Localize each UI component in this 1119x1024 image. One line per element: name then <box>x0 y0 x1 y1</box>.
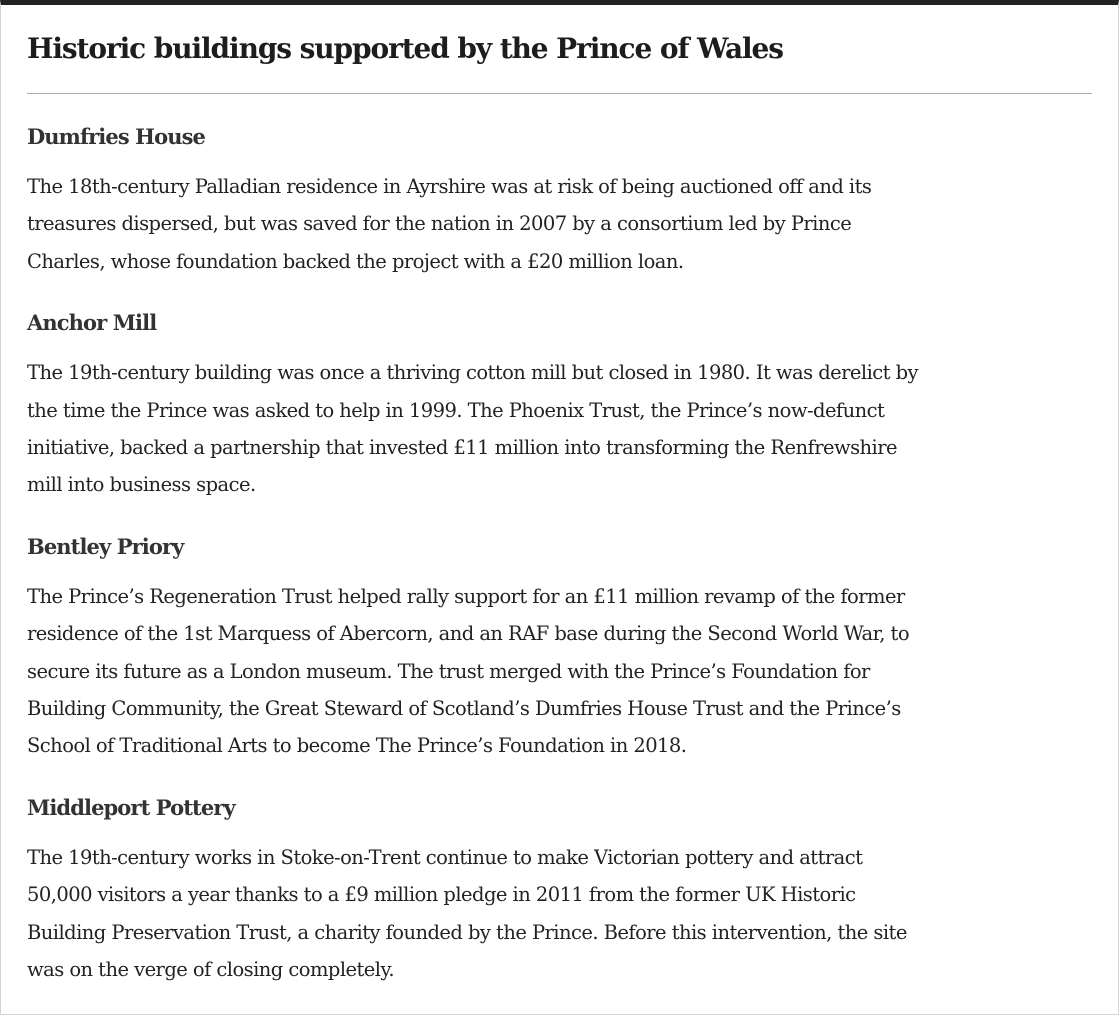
entry-body <box>27 839 1092 989</box>
body-line: The Prince’s Regeneration Trust helped rally support for an £11 million revamp of the former <box>27 584 905 608</box>
entry-heading: Anchor Mill <box>27 310 157 336</box>
body-line: Building Preservation Trust, a charity founded by the Prince. Before this intervention, the site <box>27 920 907 944</box>
body-line: Charles, whose foundation backed the project with a £20 million loan. <box>27 249 684 273</box>
body-line: residence of the 1st Marquess of Abercorn, and an RAF base during the Second World War, to <box>27 622 910 646</box>
entry-body <box>27 354 1092 504</box>
entry-body <box>27 168 1092 280</box>
factbox-title: Historic buildings supported by the Prince of Wales <box>27 5 1092 94</box>
entry-heading: Bentley Priory <box>27 533 184 559</box>
body-line: the time the Prince was asked to help in 1999. The Phoenix Trust, the Prince’s now-defunct <box>27 398 885 422</box>
body-line: School of Traditional Arts to become The Prince’s Foundation in 2018. <box>27 734 687 758</box>
body-line: 50,000 visitors a year thanks to a £9 million pledge in 2011 from the former UK Historic <box>27 883 856 907</box>
body-line: mill into business space. <box>27 473 256 497</box>
body-line: secure its future as a London museum. The trust merged with the Prince’s Foundation for <box>27 659 870 683</box>
body-line: was on the verge of closing completely. <box>27 958 394 982</box>
entry-heading: Dumfries House <box>27 124 205 149</box>
entry-anchor-mill <box>27 308 1092 504</box>
body-line: The 18th-century Palladian residence in Ayrshire was at risk of being auctioned off and its <box>27 175 872 198</box>
entry-middleport-pottery <box>27 793 1092 989</box>
entry-heading: Middleport Pottery <box>27 794 235 820</box>
entry-body <box>27 578 1092 765</box>
entry-dumfries-house <box>27 122 1092 280</box>
body-line: The 19th-century works in Stoke-on-Trent continue to make Victorian pottery and attract <box>27 845 863 869</box>
body-line: The 19th-century building was once a thriving cotton mill but closed in 1980. It was derelict by <box>27 361 918 385</box>
body-line: Building Community, the Great Steward of Scotland’s Dumfries House Trust and the Prince’s <box>27 697 901 721</box>
entry-bentley-priory <box>27 532 1092 765</box>
body-line: initiative, backed a partnership that invested £11 million into transforming the Renfrewshire <box>27 436 898 460</box>
body-line: treasures dispersed, but was saved for the nation in 2007 by a consortium led by Prince <box>27 212 852 236</box>
